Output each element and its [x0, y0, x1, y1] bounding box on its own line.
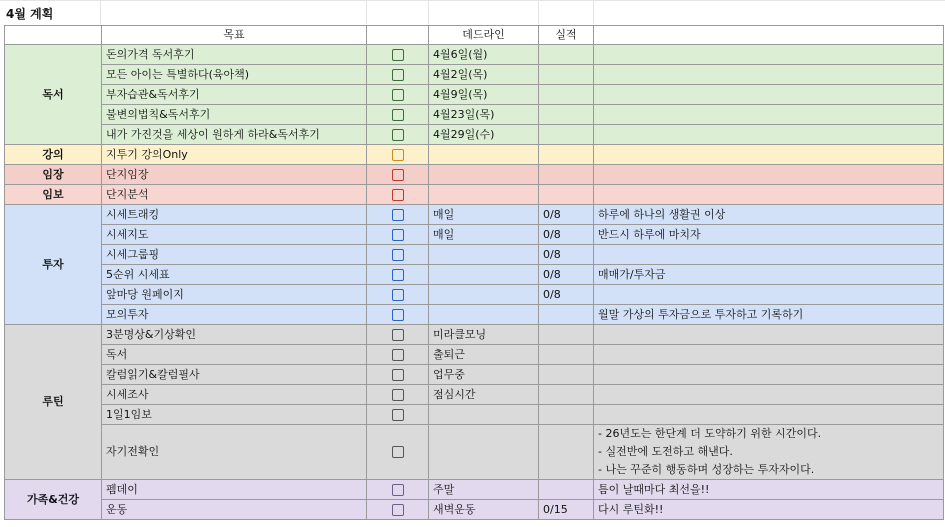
- checkbox[interactable]: [392, 69, 404, 81]
- note-cell[interactable]: 월말 가상의 투자금으로 투자하고 기록하기: [594, 305, 944, 325]
- actual-cell[interactable]: 0/8: [539, 245, 594, 265]
- check-cell[interactable]: [367, 165, 429, 185]
- checkbox[interactable]: [392, 349, 404, 361]
- goal-cell[interactable]: 돈의가격 독서후기: [102, 45, 367, 65]
- check-cell[interactable]: [367, 500, 429, 520]
- deadline-cell[interactable]: [429, 405, 539, 425]
- note-cell[interactable]: 반드시 하루에 마치자: [594, 225, 944, 245]
- note-cell[interactable]: 다시 루틴화!!: [594, 500, 944, 520]
- reading-row: [5, 125, 944, 145]
- note-cell[interactable]: 하루에 하나의 생활권 이상: [594, 205, 944, 225]
- checkbox[interactable]: [392, 504, 404, 516]
- check-cell[interactable]: [367, 65, 429, 85]
- goal-cell[interactable]: 시세트래킹: [102, 205, 367, 225]
- header-actual[interactable]: 실적: [539, 26, 594, 45]
- category-imjang[interactable]: 임장: [5, 165, 102, 185]
- goal-cell[interactable]: 앞마당 원페이지: [102, 285, 367, 305]
- check-cell[interactable]: [367, 305, 429, 325]
- check-cell[interactable]: [367, 85, 429, 105]
- deadline-cell[interactable]: 4월9일(목): [429, 85, 539, 105]
- invest-row: [5, 265, 944, 285]
- header-cell-category[interactable]: [5, 26, 102, 45]
- actual-cell[interactable]: [539, 405, 594, 425]
- header-row: [5, 26, 944, 45]
- check-cell[interactable]: [367, 105, 429, 125]
- actual-cell[interactable]: [539, 105, 594, 125]
- imjang-row: [5, 165, 944, 185]
- sheet-title: 4월 계획: [6, 7, 54, 21]
- reading-row: [5, 45, 944, 65]
- note-cell[interactable]: [594, 105, 944, 125]
- check-cell[interactable]: [367, 480, 429, 500]
- check-cell[interactable]: [367, 265, 429, 285]
- actual-cell[interactable]: [539, 325, 594, 345]
- note-cell[interactable]: [594, 65, 944, 85]
- routine-row: [5, 385, 944, 405]
- check-cell[interactable]: [367, 385, 429, 405]
- checkbox[interactable]: [392, 89, 404, 101]
- goal-cell[interactable]: 불변의법칙&독서후기: [102, 105, 367, 125]
- actual-cell[interactable]: [539, 345, 594, 365]
- deadline-cell[interactable]: 새벽운동: [429, 500, 539, 520]
- checkbox[interactable]: [392, 189, 404, 201]
- checkbox[interactable]: [392, 249, 404, 261]
- category-lecture[interactable]: 강의: [5, 145, 102, 165]
- note-cell[interactable]: [594, 85, 944, 105]
- routine-row: [5, 325, 944, 345]
- deadline-cell[interactable]: 4월2일(목): [429, 65, 539, 85]
- deadline-cell[interactable]: [429, 285, 539, 305]
- routine-row: [5, 365, 944, 385]
- actual-cell[interactable]: [539, 385, 594, 405]
- goal-cell[interactable]: 모든 아이는 특별하다(육아책): [102, 65, 367, 85]
- actual-cell[interactable]: [539, 165, 594, 185]
- goal-cell[interactable]: 시세그룹핑: [102, 245, 367, 265]
- header-cell-check[interactable]: [367, 26, 429, 45]
- actual-cell[interactable]: [539, 65, 594, 85]
- family-row: [5, 480, 944, 500]
- routine-row: [5, 405, 944, 425]
- note-cell[interactable]: [594, 285, 944, 305]
- checkbox[interactable]: [392, 329, 404, 341]
- check-cell[interactable]: [367, 225, 429, 245]
- check-cell[interactable]: [367, 345, 429, 365]
- deadline-cell[interactable]: 매일: [429, 205, 539, 225]
- goal-cell[interactable]: 1일1임보: [102, 405, 367, 425]
- actual-cell[interactable]: 0/8: [539, 225, 594, 245]
- goal-cell[interactable]: 5순위 시세표: [102, 265, 367, 285]
- goal-cell[interactable]: 단지분석: [102, 185, 367, 205]
- actual-cell[interactable]: 0/8: [539, 285, 594, 305]
- checkbox[interactable]: [392, 309, 404, 321]
- actual-cell[interactable]: 0/15: [539, 500, 594, 520]
- check-cell[interactable]: [367, 285, 429, 305]
- routine-row: [5, 425, 944, 480]
- note-cell[interactable]: [594, 245, 944, 265]
- goal-cell[interactable]: 모의투자: [102, 305, 367, 325]
- category-imbo[interactable]: 임보: [5, 185, 102, 205]
- goal-cell[interactable]: 펨데이: [102, 480, 367, 500]
- checkbox[interactable]: [392, 49, 404, 61]
- check-cell[interactable]: [367, 205, 429, 225]
- deadline-cell[interactable]: [429, 305, 539, 325]
- actual-cell[interactable]: [539, 365, 594, 385]
- check-cell[interactable]: [367, 245, 429, 265]
- note-cell[interactable]: [594, 185, 944, 205]
- deadline-cell[interactable]: 4월29일(수): [429, 125, 539, 145]
- goal-cell[interactable]: 독서: [102, 345, 367, 365]
- goal-cell[interactable]: 운동: [102, 500, 367, 520]
- plan-table: [4, 25, 944, 520]
- goal-cell[interactable]: 단지임장: [102, 165, 367, 185]
- checkbox[interactable]: [392, 129, 404, 141]
- goal-cell[interactable]: 자기전확인: [102, 425, 367, 480]
- actual-cell[interactable]: [539, 425, 594, 480]
- note-cell[interactable]: [594, 365, 944, 385]
- note-cell[interactable]: [594, 385, 944, 405]
- deadline-cell[interactable]: [429, 165, 539, 185]
- actual-cell[interactable]: 0/8: [539, 205, 594, 225]
- note-cell[interactable]: [594, 125, 944, 145]
- category-invest[interactable]: 투자: [5, 205, 102, 325]
- actual-cell[interactable]: [539, 305, 594, 325]
- deadline-cell[interactable]: 출퇴근: [429, 345, 539, 365]
- invest-row: [5, 245, 944, 265]
- sheet-gridline: [366, 0, 367, 24]
- goal-cell[interactable]: 시세지도: [102, 225, 367, 245]
- note-cell[interactable]: [594, 405, 944, 425]
- sheet-gridline: [100, 0, 101, 24]
- actual-cell[interactable]: 0/8: [539, 265, 594, 285]
- checkbox[interactable]: [392, 109, 404, 121]
- note-line: - 실전반에 도전하고 해낸다.: [598, 445, 733, 458]
- note-line: - 26년도는 한단계 더 도약하기 위한 시간이다.: [598, 427, 822, 440]
- reading-row: [5, 65, 944, 85]
- checkbox[interactable]: [392, 409, 404, 421]
- check-cell[interactable]: [367, 45, 429, 65]
- category-reading[interactable]: 독서: [5, 45, 102, 145]
- invest-row: [5, 305, 944, 325]
- actual-cell[interactable]: [539, 480, 594, 500]
- actual-cell[interactable]: [539, 85, 594, 105]
- family-row: [5, 500, 944, 520]
- goal-cell[interactable]: 칼럼읽기&칼럼필사: [102, 365, 367, 385]
- check-cell[interactable]: [367, 125, 429, 145]
- header-goal[interactable]: 목표: [102, 26, 367, 45]
- check-cell[interactable]: [367, 425, 429, 480]
- note-cell-multiline[interactable]: [594, 425, 944, 480]
- note-cell[interactable]: [594, 165, 944, 185]
- goal-cell[interactable]: 내가 가진것을 세상이 원하게 하라&독서후기: [102, 125, 367, 145]
- category-family[interactable]: 가족&건강: [5, 480, 102, 520]
- invest-row: [5, 225, 944, 245]
- deadline-cell[interactable]: 4월23일(목): [429, 105, 539, 125]
- lecture-row: [5, 145, 944, 165]
- deadline-cell[interactable]: 업무중: [429, 365, 539, 385]
- sheet-gridline: [428, 0, 429, 24]
- actual-cell[interactable]: [539, 185, 594, 205]
- note-cell[interactable]: [594, 145, 944, 165]
- actual-cell[interactable]: [539, 125, 594, 145]
- deadline-cell[interactable]: 매일: [429, 225, 539, 245]
- invest-row: [5, 205, 944, 225]
- checkbox[interactable]: [392, 369, 404, 381]
- category-routine[interactable]: 루틴: [5, 325, 102, 480]
- deadline-cell[interactable]: [429, 265, 539, 285]
- check-cell[interactable]: [367, 185, 429, 205]
- deadline-cell[interactable]: 점심시간: [429, 385, 539, 405]
- checkbox[interactable]: [392, 289, 404, 301]
- goal-cell[interactable]: 시세조사: [102, 385, 367, 405]
- routine-row: [5, 345, 944, 365]
- checkbox[interactable]: [392, 169, 404, 181]
- deadline-cell[interactable]: 미라클모닝: [429, 325, 539, 345]
- checkbox[interactable]: [392, 269, 404, 281]
- goal-cell[interactable]: 부자습관&독서후기: [102, 85, 367, 105]
- reading-row: [5, 85, 944, 105]
- checkbox[interactable]: [392, 484, 404, 496]
- deadline-cell[interactable]: [429, 425, 539, 480]
- header-deadline[interactable]: 데드라인: [429, 26, 539, 45]
- check-cell[interactable]: [367, 365, 429, 385]
- reading-row: [5, 105, 944, 125]
- header-cell-note[interactable]: [594, 26, 944, 45]
- sheet-gridline: [593, 0, 594, 24]
- check-cell[interactable]: [367, 325, 429, 345]
- deadline-cell[interactable]: 4월6일(월): [429, 45, 539, 65]
- actual-cell[interactable]: [539, 45, 594, 65]
- checkbox[interactable]: [392, 446, 404, 458]
- checkbox[interactable]: [392, 229, 404, 241]
- check-cell[interactable]: [367, 405, 429, 425]
- checkbox[interactable]: [392, 149, 404, 161]
- deadline-cell[interactable]: 주말: [429, 480, 539, 500]
- sheet-gridline: [0, 0, 945, 1]
- check-cell[interactable]: [367, 145, 429, 165]
- invest-row: [5, 285, 944, 305]
- goal-cell[interactable]: 3분명상&기상확인: [102, 325, 367, 345]
- note-cell[interactable]: [594, 345, 944, 365]
- checkbox[interactable]: [392, 209, 404, 221]
- actual-cell[interactable]: [539, 145, 594, 165]
- goal-cell[interactable]: 지투기 강의Only: [102, 145, 367, 165]
- note-cell[interactable]: [594, 45, 944, 65]
- note-cell[interactable]: [594, 325, 944, 345]
- note-cell[interactable]: 매매가/투자금: [594, 265, 944, 285]
- imbo-row: [5, 185, 944, 205]
- note-cell[interactable]: 틈이 날때마다 최선을!!: [594, 480, 944, 500]
- sheet-gridline: [538, 0, 539, 24]
- deadline-cell[interactable]: [429, 185, 539, 205]
- note-line: - 나는 꾸준히 행동하며 성장하는 투자자이다.: [598, 463, 815, 476]
- deadline-cell[interactable]: [429, 245, 539, 265]
- deadline-cell[interactable]: [429, 145, 539, 165]
- checkbox[interactable]: [392, 389, 404, 401]
